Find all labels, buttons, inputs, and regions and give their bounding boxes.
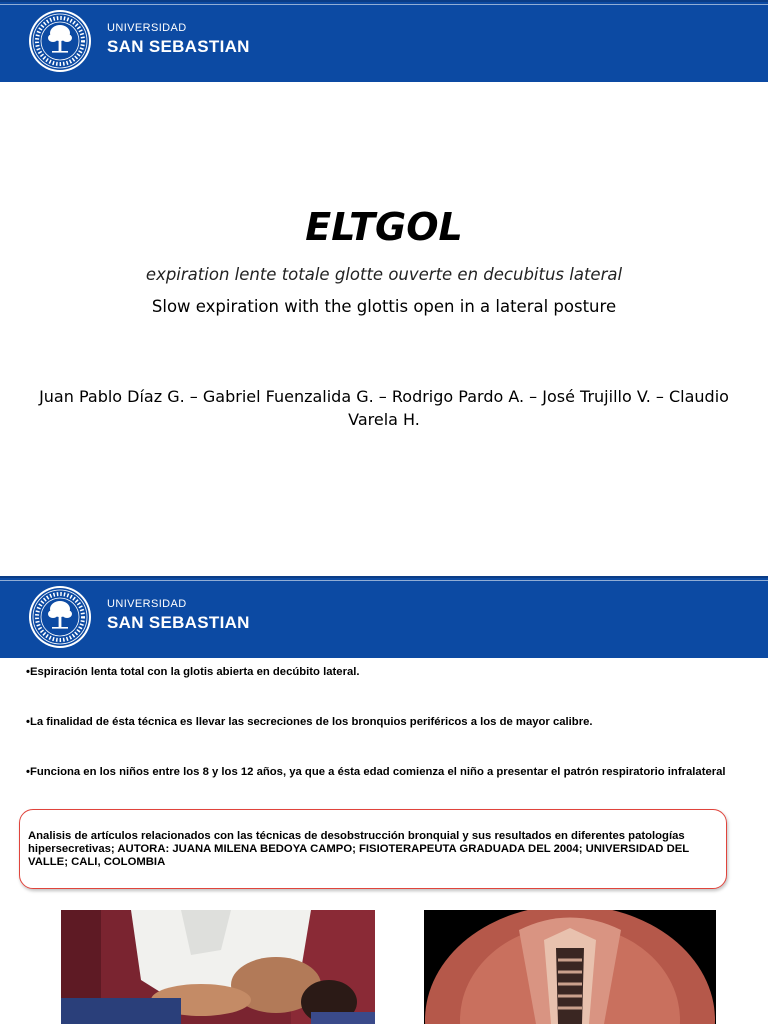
slide-title: ELTGOL [305,205,463,249]
glottis-photo [424,910,716,1024]
subtitle-french: expiration lente totale glotte ouverte en decubitus lateral [145,265,623,284]
university-label: UNIVERSIDAD [107,22,187,34]
header-banner [0,0,768,82]
bullet-item: •Funciona en los niños entre los 8 y los 12 años, ya que a ésta edad comienza el niño a presentar el patrón respiratorio infralateral [26,766,726,778]
university-seal-icon [28,585,92,649]
content-slide [0,576,768,1024]
header-banner [0,576,768,658]
reference-callout [19,809,727,889]
bullet-item: •Espiración lenta total con la glotis abierta en decúbito lateral. [26,666,360,678]
university-seal-icon [28,9,92,73]
authors-list: Juan Pablo Díaz G. – Gabriel Fuenzalida G. – Rodrigo Pardo A. – José Trujillo V. – Claudio Varela H. [39,387,729,429]
bullet-item: •La finalidad de ésta técnica es llevar las secreciones de los bronquios periféricos a los de mayor calibre. [26,716,593,728]
reference-text: Analisis de artículos relacionados con las técnicas de desobstrucción bronquial y sus resultados en diferentes patologías hipersecretivas; AUTORA: JUANA MILENA BEDOYA CAMPO; FISIOTERAPEUTA GRADUADA DEL 2004; UNIVERSIDAD DEL VALLE; CALI, COLOMBIA [28,830,689,868]
subtitle-english: Slow expiration with the glottis open in a lateral posture [151,297,617,316]
therapy-photo [61,910,375,1024]
university-name: SAN SEBASTIAN [107,37,250,56]
university-name: SAN SEBASTIAN [107,613,250,632]
university-label: UNIVERSIDAD [107,598,187,610]
